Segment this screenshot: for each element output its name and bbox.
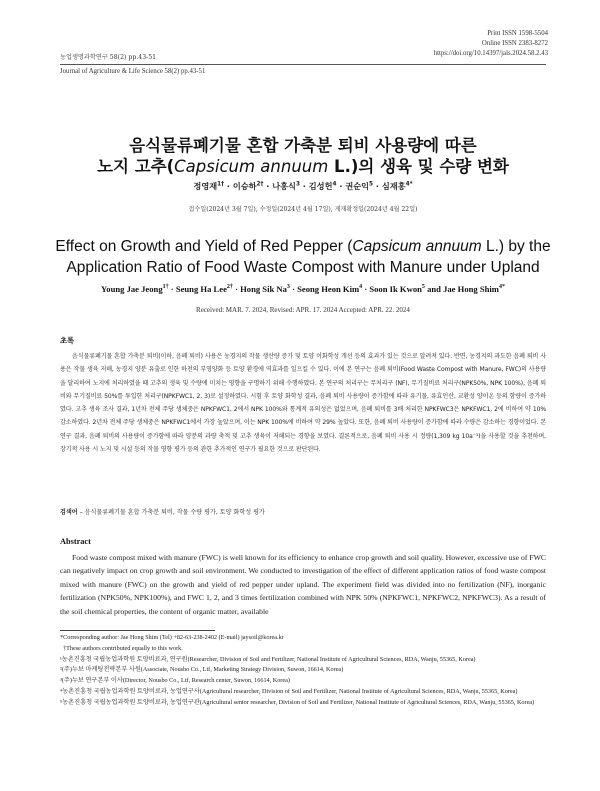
author-ko: 심재홍$^{4*}$ [381, 181, 413, 191]
footnote-affil: ¹농촌진흥청 국립농업과학원 토양비료과, 연구원(Researcher, Division of Soil and Fertilizer, National Institute of Agricultural Sciences, RDA, Wanju, 55365, Korea) [60, 655, 476, 663]
english-title-line1: Effect on Growth and Yield of Red Pepper (Capsicum annuum L.) by the [55, 238, 551, 255]
author-en: Seong Heon Kim$^4$ [297, 284, 363, 294]
english-abstract-body: Food waste compost mixed with manure (FWC) is well known for its efficiency to enhance crop growth and soil quality. However, excessive use of FWC can negatively impact on crop growth and soil environment. We conducted to investigation of the effect of different application ratios of food waste compost mixed with manure (FWC) on the growth and yield of red pepper under upland. The experiment field was divided into no fertilization (NF), inorganic fertilization (NPK50%, NPK100%), and FWC 1, 2, and 3 times fertilization combined with NPK 50% (NPKFWC1, NPKFWC2, NPKFWC3). As a result of the soil chemical properties, the content of organic matter, available [60, 553, 546, 616]
footnote-corresponding: *Corresponding author: Jae Hong Shim (Tel) +82-63-238-2402 (E-mail) jaysoil@korea.kr [60, 634, 284, 641]
english-dates: Received: MAR. 7. 2024, Revised: APR. 17. 2024 Accepted: APR. 22. 2024 [196, 306, 410, 314]
author-en: Young Jae Jeong$^{1\dagger}$ [101, 284, 169, 294]
keywords-label: 검색어 [60, 509, 78, 516]
author-ko: 정영재$^{1\dagger}$ [193, 181, 224, 191]
footnote-affil: ²(주)누보 마케팅전략본부 사원(Associate, Nousbo Co., Ltf, Marketing Strategy Division, Suwon, 16614, Korea) [60, 666, 344, 674]
korean-abstract-body: 음식물류폐기물 혼합 가축분 퇴비(이하, 음폐 퇴비) 사용은 농경지의 작물 생산량 증가 및 토양 이화학성 개선 등의 효과가 있는 것으로 알려져 있다. 반면, 농경지의 과도한 음폐 퇴비 사용은 작물 생육 저해, 농경지 양분 유출로 인한 하천의 부영양화 등 토양 환경에 역효과를 일으킬 수 있다. 이에 본 연구는 음폐 퇴비(Food Waste Compost with Manure, FWC)의 사용량을 달리하여 노지에 처리하였을 때 고추의 생육 및 수량에 미치는 영향을 구명하기 위해 수행하였다. 본 연구의 처리구는 무처리구 (NF), 무기질비료 처리구(NPK50%, NPK 100%), 음폐 퇴비와 무기질비료 50%를 투입한 처리구(NPKFWC1, 2, 3)로 설정하였다. 시험 후 토양 화학성 결과, 음폐 퇴비 사용량이 증가함에 따라 유기물, 유효인산, 교환성 양이온 등의 함량이 증가하였다. 고추 생육 조사 결과, 1년차 전체 주당 생체중은 NPKFWC1, 2에서 NPK 100%와 통계적 유의성은 없었으며, 음폐 퇴비를 3배 처리한 NPKFWC3은 NPKFWC1, 2에 비하여 약 10% 감소하였다. 2년차 전체 주당 생체중은 NPKFWC1에서 가장 높았으며, 이는 NPK 100%에 비하여 약 29% 높았다. 또한, 음폐 퇴비 사용량이 증가함에 따라 수량은 감소하는 경향이었다. 본 연구 결과, 음폐 퇴비의 사용량이 증가함에 따라 양분의 과량 축적 및 고추 생육이 저해되는 경향을 보였다. 결론적으로, 음폐 퇴비 사용 시 정량(1,309 kg 10a⁻¹)을 사용할 것을 추천하며, 장기적 사용 시 노지 및 시설 등의 작물 영향 평가 등의 관한 추가적인 연구가 필요한 것으로 판단된다. [60, 353, 546, 454]
korean-title-post: L.)의 생육 및 수량 변화 [328, 157, 509, 176]
keywords-text: – 음식물류폐기물 혼합 가축분 퇴비, 작물 수량 평가, 토양 화학성 평가 [77, 509, 265, 516]
journal-en: Journal of Agriculture & Life Science 58(2) pp.43-51 [60, 68, 206, 75]
header-rule [60, 64, 546, 65]
korean-title-pre: 노지 고추( [97, 157, 175, 176]
korean-keywords [60, 507, 546, 516]
korean-authors: 정영재$^{1\dagger}$ · 이승하$^{2\dagger}$ · 나홍식$^3$ · 김성헌$^4$ · 권순익$^5$ · 심재홍$^{4*}$ [193, 181, 413, 191]
english-authors: Young Jae Jeong$^{1\dagger}$ · Seung Ha Lee$^{2\dagger}$ · Hong Sik $Na^3$ · Seong Heon Kim$^4$ · Soon Ik Kwon$^5$ and Jae Hong Shim$^{4*}$ [101, 284, 505, 294]
doi-link[interactable]: https://doi.org/10.14397/jals.2024.58.2.43 [433, 50, 548, 57]
english-title-line2: Application Ratio of Food Waste Compost with Manure under Upland [66, 259, 540, 276]
journal-ko: 농업생명과학연구 58(2) pp.43-51 [60, 54, 157, 61]
author-en: Soon Ik Kwon$^5$ [369, 284, 425, 294]
korean-title [60, 135, 546, 177]
footnote-affil: ³(주)누보 연구본부 이사(Director, Nousbo Co., Ltf, Research center, Suwon, 16614, Korea) [60, 677, 290, 685]
author-ko: 나홍식$^3$ [272, 181, 300, 191]
korean-title-sci: Capsicum annuum [174, 157, 329, 176]
korean-title-line1: 음식물류폐기물 혼합 가축분 퇴비 사용량에 따른 [129, 136, 477, 155]
english-abstract-heading: Abstract [60, 537, 91, 546]
korean-abstract-heading: 초록 [60, 336, 75, 345]
korean-dates: 접수일(2024년 3월 7일), 수정일(2024년 4월 17일), 게재확정일(2024년 4월 22일) [188, 206, 418, 213]
online-issn: Online ISSN 2383-8272 [481, 40, 548, 47]
footnote-rule [60, 630, 215, 631]
author-ko: 권순익$^5$ [345, 181, 374, 191]
author-en: Jae Hong Shim$^{4*}$ [443, 284, 505, 294]
english-title [40, 236, 566, 278]
author-ko: 김성헌$^4$ [308, 181, 337, 191]
footnotes [60, 633, 546, 709]
issn-block [434, 29, 548, 59]
korean-title-line2 [60, 156, 546, 177]
footnote-affil: ⁴농촌진흥청 국립농업과학원 토양비료과, 농업연구사(Agricultural researcher, Division of Soil and Fertilizer, National Institute of Agricultural Sciences, RDA, Wanju, 55365, Korea) [60, 687, 518, 695]
footnote-affil: ⁵농촌진흥청 국립농업과학원 토양비료과, 농업연구관(Agricultural senior researcher, Division of Soil and Fertilizer, National Institute of Agricultural Sciences, RDA, Wanju, 55365, Korea) [60, 698, 535, 706]
author-en: Seung Ha Lee$^{2\dagger}$ [175, 284, 233, 294]
print-issn: Print ISSN 1598-5504 [487, 30, 548, 37]
author-en: Hong Sik Na$^3$ [240, 284, 290, 294]
author-ko: 이승하$^{2\dagger}$ [232, 181, 264, 191]
footnote-equal: †These authors contributed equally to this work. [63, 644, 183, 652]
